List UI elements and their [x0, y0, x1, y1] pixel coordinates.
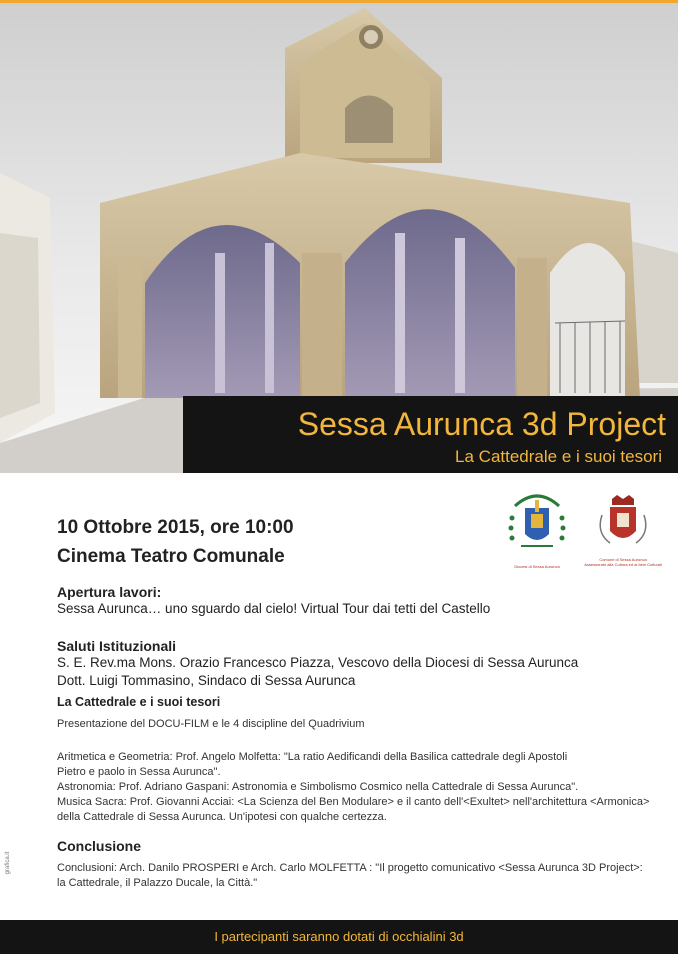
comune-crest-icon: [582, 493, 664, 553]
opening-text: Sessa Aurunca… uno sguardo dal cielo! Virtual Tour dai tetti del Castello: [57, 601, 491, 616]
diocesi-crest-icon: [507, 488, 567, 562]
conclusion-line-2: la Cattedrale, il Palazzo Ducale, la Città.": [57, 877, 258, 889]
greetings-heading: Saluti Istituzionali: [57, 638, 177, 654]
greetings-line-2: Dott. Luigi Tommasino, Sindaco di Sessa Aurunca: [57, 673, 356, 688]
diocesi-logo: [507, 488, 567, 570]
talk-3-line-2: della Cattedrale di Sessa Aurunca. Un'ipotesi con qualche certezza.: [57, 811, 387, 823]
conclusion-heading: Conclusione: [57, 838, 142, 854]
opening-heading: Apertura lavori:: [57, 584, 162, 600]
project-title: Sessa Aurunca 3d Project: [297, 406, 666, 442]
footer-band: [0, 920, 678, 954]
talk-1-line-2: Pietro e paolo in Sessa Aurunca".: [57, 766, 221, 778]
event-date-time: 10 Ottobre 2015, ore 10:00: [57, 517, 294, 538]
title-band: [183, 396, 678, 473]
greetings-line-1: S. E. Rev.ma Mons. Orazio Francesco Piazza, Vescovo della Diocesi di Sessa Aurunca: [57, 655, 579, 670]
comune-logo: [582, 493, 664, 571]
side-credit-text: grafica.it: [5, 851, 11, 875]
project-subtitle: La Cattedrale e i suoi tesori: [455, 447, 662, 466]
side-credit: [2, 820, 12, 910]
talk-3-line-1: Musica Sacra: Prof. Giovanni Acciai: <La Scienza del Ben Modulare> e il canto dell'<Exultet> nell'architettura <Armonica>: [57, 796, 650, 808]
diocesi-caption: Diocesi di Sessa Aurunca: [514, 564, 560, 569]
talk-2: Astronomia: Prof. Adriano Gaspani: Astronomia e Simbolismo Cosmico nella Cattedrale di Sessa Aurunca".: [57, 781, 579, 793]
comune-caption-2: Assessorato alla Cultura ed ai beni Culturali: [584, 562, 662, 567]
cathedral-heading: La Cattedrale e i suoi tesori: [57, 695, 221, 709]
conclusion-line-1: Conclusioni: Arch. Danilo PROSPERI e Arch. Carlo MOLFETTA : "Il progetto comunicativo <Sessa Aurunca 3D Project>:: [57, 862, 643, 874]
comune-caption-1: Comune di Sessa Aurunca: [599, 557, 647, 562]
docufilm-text: Presentazione del DOCU-FILM e le 4 discipline del Quadrivium: [57, 718, 365, 730]
event-venue: Cinema Teatro Comunale: [57, 546, 285, 567]
footer-note: I partecipanti saranno dotati di occhialini 3d: [214, 929, 464, 944]
talk-1-line-1: Aritmetica e Geometria: Prof. Angelo Molfetta: "La ratio Aedificandi della Basilica cattedrale degli Apostoli: [57, 751, 568, 763]
